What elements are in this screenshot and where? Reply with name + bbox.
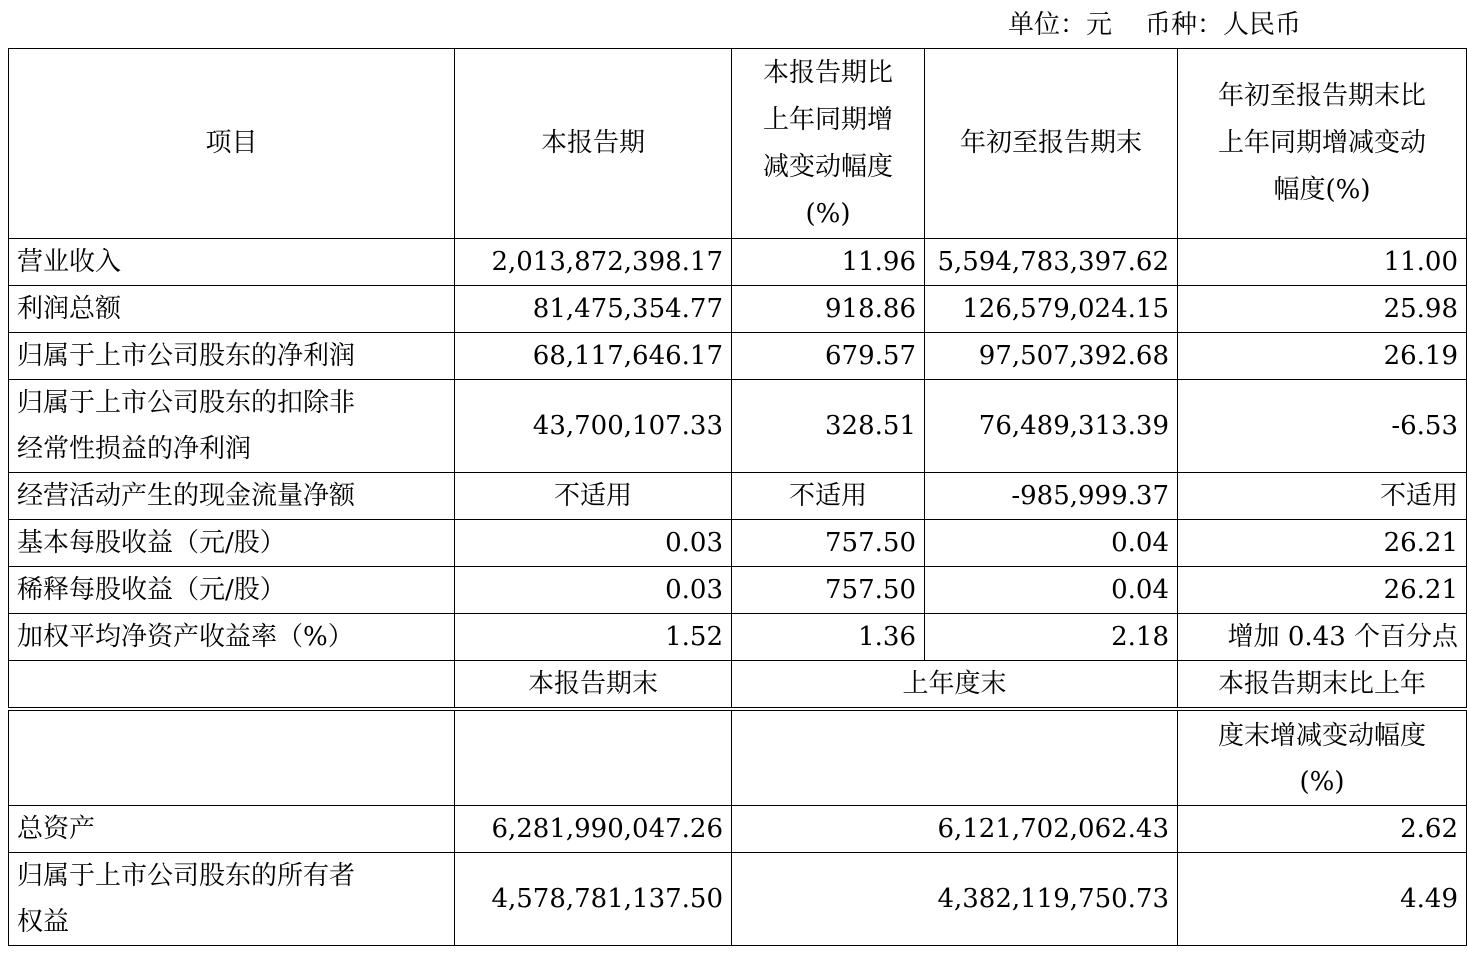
row-prior-year-end: 6,121,702,062.43 bbox=[732, 805, 1178, 852]
row-current: 1.52 bbox=[455, 614, 732, 661]
row-item: 利润总额 bbox=[9, 286, 455, 333]
row-ytd: 126,579,024.15 bbox=[925, 286, 1178, 333]
table-row bbox=[9, 520, 1467, 567]
row-current: 43,700,107.33 bbox=[455, 380, 732, 473]
row-ytd-change: 增加 0.43 个百分点 bbox=[1178, 614, 1467, 661]
row-current: 81,475,354.77 bbox=[455, 286, 732, 333]
table-row bbox=[9, 567, 1467, 614]
row-current-change: 不适用 bbox=[732, 473, 925, 520]
balance-header-period-end: 本报告期末 bbox=[455, 661, 732, 710]
row-ytd: 97,507,392.68 bbox=[925, 333, 1178, 380]
row-current-change: 679.57 bbox=[732, 333, 925, 380]
balance-header-item bbox=[9, 661, 455, 710]
balance-header-empty-prior-year-end bbox=[732, 709, 1178, 805]
row-item: 归属于上市公司股东的所有者 权益 bbox=[9, 852, 455, 945]
row-ytd: -985,999.37 bbox=[925, 473, 1178, 520]
row-current-change: 757.50 bbox=[732, 520, 925, 567]
table-row bbox=[9, 286, 1467, 333]
balance-header-change-rest: 度末增减变动幅度 (%) bbox=[1178, 709, 1467, 805]
balance-header-empty-period-end bbox=[455, 709, 732, 805]
row-current-change: 11.96 bbox=[732, 239, 925, 286]
row-change: 2.62 bbox=[1178, 805, 1467, 852]
row-item: 加权平均净资产收益率（%） bbox=[9, 614, 455, 661]
row-ytd-change: 不适用 bbox=[1178, 473, 1467, 520]
row-current-change: 328.51 bbox=[732, 380, 925, 473]
row-current-change: 1.36 bbox=[732, 614, 925, 661]
row-current: 2,013,872,398.17 bbox=[455, 239, 732, 286]
financial-data-table bbox=[8, 48, 1467, 946]
header-current-change: 本报告期比 上年同期增 减变动幅度 (%) bbox=[732, 49, 925, 239]
row-item: 稀释每股收益（元/股） bbox=[9, 567, 455, 614]
unit-currency-note: 单位：元 币种：人民币 bbox=[1008, 10, 1302, 40]
row-current: 不适用 bbox=[455, 473, 732, 520]
row-current: 0.03 bbox=[455, 520, 732, 567]
row-ytd: 2.18 bbox=[925, 614, 1178, 661]
balance-header-prior-year-end: 上年度末 bbox=[732, 661, 1178, 710]
balance-header-row-continued bbox=[9, 709, 1467, 805]
header-current-period: 本报告期 bbox=[455, 49, 732, 239]
row-change: 4.49 bbox=[1178, 852, 1467, 945]
row-ytd: 76,489,313.39 bbox=[925, 380, 1178, 473]
table-row bbox=[9, 333, 1467, 380]
row-current: 0.03 bbox=[455, 567, 732, 614]
row-ytd-change: 11.00 bbox=[1178, 239, 1467, 286]
row-ytd-change: 25.98 bbox=[1178, 286, 1467, 333]
balance-header-change-l1: 本报告期末比上年 bbox=[1178, 661, 1467, 710]
row-period-end: 6,281,990,047.26 bbox=[455, 805, 732, 852]
row-current-change: 918.86 bbox=[732, 286, 925, 333]
table-row bbox=[9, 805, 1467, 852]
row-ytd: 0.04 bbox=[925, 567, 1178, 614]
row-ytd-change: 26.19 bbox=[1178, 333, 1467, 380]
row-item: 总资产 bbox=[9, 805, 455, 852]
row-ytd-change: 26.21 bbox=[1178, 567, 1467, 614]
table-header-row bbox=[9, 49, 1467, 239]
row-item: 归属于上市公司股东的净利润 bbox=[9, 333, 455, 380]
balance-header-empty-item bbox=[9, 709, 455, 805]
row-ytd: 0.04 bbox=[925, 520, 1178, 567]
row-period-end: 4,578,781,137.50 bbox=[455, 852, 732, 945]
table-row bbox=[9, 852, 1467, 945]
row-ytd: 5,594,783,397.62 bbox=[925, 239, 1178, 286]
header-ytd: 年初至报告期末 bbox=[925, 49, 1178, 239]
row-current-change: 757.50 bbox=[732, 567, 925, 614]
header-ytd-change: 年初至报告期末比 上年同期增减变动 幅度(%) bbox=[1178, 49, 1467, 239]
row-item: 基本每股收益（元/股） bbox=[9, 520, 455, 567]
row-item: 归属于上市公司股东的扣除非 经常性损益的净利润 bbox=[9, 380, 455, 473]
table-row bbox=[9, 473, 1467, 520]
row-item: 经营活动产生的现金流量净额 bbox=[9, 473, 455, 520]
row-ytd-change: -6.53 bbox=[1178, 380, 1467, 473]
row-ytd-change: 26.21 bbox=[1178, 520, 1467, 567]
table-row bbox=[9, 239, 1467, 286]
balance-header-row bbox=[9, 661, 1467, 710]
table-row bbox=[9, 380, 1467, 473]
table-row bbox=[9, 614, 1467, 661]
row-current: 68,117,646.17 bbox=[455, 333, 732, 380]
header-item: 项目 bbox=[9, 49, 455, 239]
row-item: 营业收入 bbox=[9, 239, 455, 286]
row-prior-year-end: 4,382,119,750.73 bbox=[732, 852, 1178, 945]
